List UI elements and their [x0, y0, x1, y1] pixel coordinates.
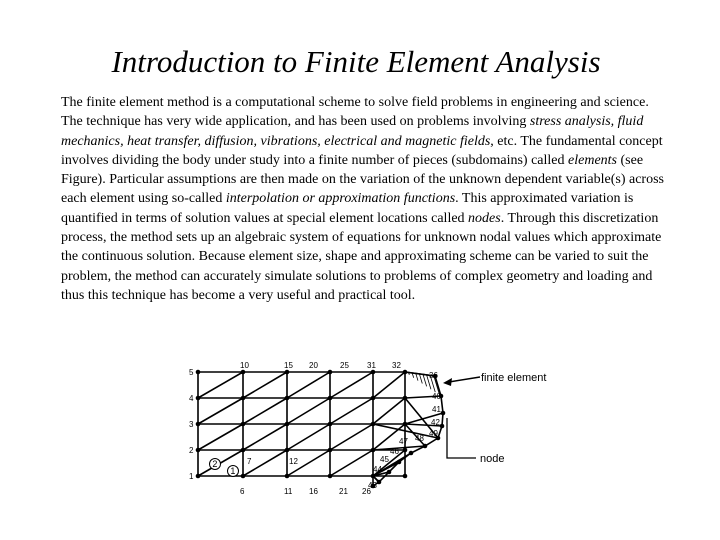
mesh-diagram	[185, 358, 585, 500]
element-number: 1	[230, 466, 236, 477]
text-run: , etc. The fundamental concept involves dividing the body under study into a finite number of pieces (subdomains) called	[61, 133, 663, 168]
text-run: . This approximated variation is quantified in terms of solution values at special element locations called	[61, 191, 634, 226]
node-label: 47	[399, 437, 408, 446]
node-point	[196, 396, 201, 401]
emphasis-interpolation: interpolation or approximation functions	[225, 191, 456, 207]
text-run: . Through this discretization process, the method sets up an algebraic system of equations for unknown nodal values which approximate the continuous solution. Because element size, shape and approximating scheme can be varied to suit the problem, the method can accurately simulate solutions to problems of complex geometry and loading and thus this technique has become a very useful and practical tool.	[61, 210, 662, 303]
node-point	[377, 480, 382, 485]
mesh-diagonal	[373, 372, 405, 398]
node-label: 42	[431, 418, 440, 427]
node-point	[409, 451, 414, 456]
hatch-line	[423, 374, 427, 386]
node-label: 45	[380, 455, 389, 464]
node-label: 36	[429, 371, 438, 380]
node-point	[328, 448, 333, 453]
node-label: 1	[189, 472, 194, 481]
node-label: 7	[247, 457, 252, 466]
mesh-diagonal	[330, 372, 373, 398]
mesh-diagonal	[330, 450, 373, 476]
node-label: 10	[240, 361, 249, 370]
node-point	[241, 474, 246, 479]
node-label: 4	[189, 394, 194, 403]
hatch-line	[419, 374, 422, 384]
node-point	[328, 422, 333, 427]
node-point	[285, 396, 290, 401]
text-run: The finite element method is a computational scheme to solve field problems in engineering and science. The technique has very wide application, and has been used on problems involving	[61, 95, 649, 130]
node-point	[371, 396, 376, 401]
finite-element-mesh-figure	[185, 358, 585, 505]
node-point	[241, 422, 246, 427]
node-point	[403, 396, 408, 401]
node-point	[403, 422, 408, 427]
node-point	[403, 370, 408, 375]
text-run: (see Figure). Particular assumptions are then made on the variation of the unknown dependent variable(s) across each element using so-called	[61, 152, 664, 207]
mesh-diagonal	[287, 398, 330, 424]
body-paragraph	[61, 93, 669, 305]
mesh-diagonal	[243, 372, 287, 398]
mesh-diagonal	[287, 424, 330, 450]
node-point	[387, 470, 392, 475]
node-label: 5	[189, 368, 194, 377]
node-label: 11	[284, 487, 293, 496]
callouts	[443, 372, 546, 465]
node-point	[285, 370, 290, 375]
node-label: 26	[362, 487, 371, 496]
node-point	[241, 448, 246, 453]
emphasis-nodes: nodes	[468, 210, 501, 226]
node-point	[440, 424, 445, 429]
node-label: 15	[284, 361, 293, 370]
node-label: 2	[189, 446, 194, 455]
node-point	[285, 448, 290, 453]
node-label: 25	[340, 361, 349, 370]
node-point	[241, 370, 246, 375]
node-point	[328, 370, 333, 375]
node-point	[196, 370, 201, 375]
mesh-diagonal	[243, 424, 287, 450]
mesh-diagonal	[287, 372, 330, 398]
node-label: 48	[415, 434, 424, 443]
mesh-diagonal	[330, 398, 373, 424]
emphasis-applications: stress analysis, fluid mechanics, heat transfer, diffusion, vibrations, electrical and magnetic fields	[61, 114, 644, 149]
mesh-diagonal	[330, 424, 373, 450]
node-point	[403, 474, 408, 479]
node-label: 3	[189, 420, 194, 429]
node-point	[397, 460, 402, 465]
node-label: 21	[339, 487, 348, 496]
mesh-diagonal	[198, 424, 243, 450]
node-point	[371, 370, 376, 375]
node-label: 12	[289, 457, 298, 466]
node-label: 31	[367, 361, 376, 370]
node-point	[241, 396, 246, 401]
node-point	[441, 411, 446, 416]
node-callout: node	[480, 453, 505, 465]
node-callout-line	[447, 418, 476, 458]
finite-element-callout: finite element	[481, 372, 547, 384]
node-label: 6	[240, 487, 245, 496]
node-label: 46	[390, 447, 399, 456]
mesh-diagonal	[198, 372, 243, 398]
element-number: 2	[212, 459, 218, 470]
mesh-diagonal	[373, 398, 405, 424]
emphasis-elements: elements	[568, 152, 617, 168]
node-label: 32	[392, 361, 401, 370]
node-label: 43	[368, 481, 377, 490]
node-point	[403, 448, 408, 453]
node-label: 44	[373, 465, 382, 474]
node-label: 20	[309, 361, 318, 370]
node-point	[328, 396, 333, 401]
node-label: 49	[429, 429, 438, 438]
node-point	[371, 422, 376, 427]
finite-element-arrow	[449, 377, 480, 382]
mesh-diagonal	[198, 398, 243, 424]
node-point	[423, 444, 428, 449]
arrowhead	[443, 378, 452, 386]
node-point	[371, 448, 376, 453]
node-label: 16	[309, 487, 318, 496]
node-point	[196, 448, 201, 453]
node-point	[196, 474, 201, 479]
node-point	[371, 474, 376, 479]
node-point	[196, 422, 201, 427]
node-point	[285, 474, 290, 479]
mesh-diagonal	[243, 398, 287, 424]
hatch-line	[416, 373, 418, 380]
node-point	[328, 474, 333, 479]
node-point	[285, 422, 290, 427]
node-label: 41	[432, 405, 441, 414]
node-label: 40	[432, 392, 441, 401]
slide-title: Introduction to Finite Element Analysis	[111, 44, 601, 79]
